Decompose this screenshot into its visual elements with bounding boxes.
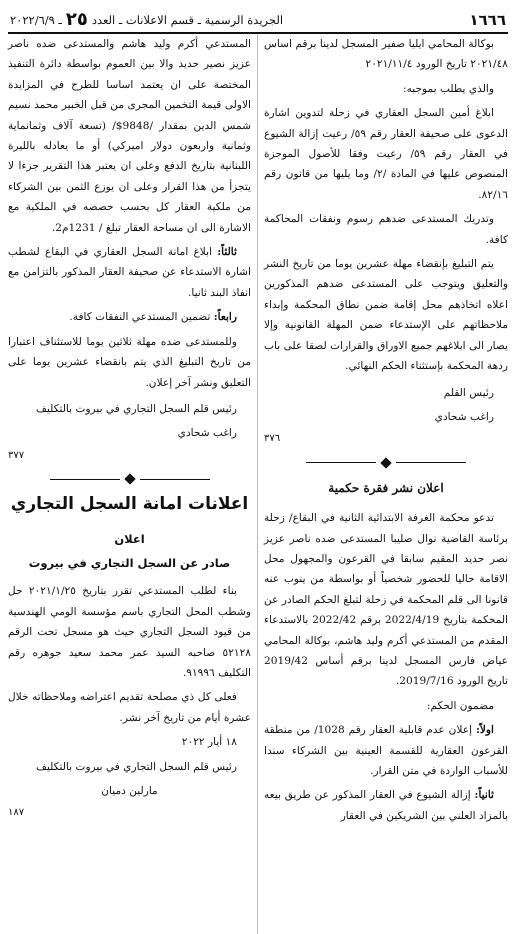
notice-title: اعلان <box>114 531 145 546</box>
issue-number: ٢٥ <box>65 9 88 30</box>
paragraph: بناء لطلب المستدعي تقرر بتاريخ ٢٠٢١/١/٢٥ حل وشطب المحل التجاري باسم مؤسسة الومي الهندسية من قيود السجل التجاري حيث هو مسجل تحت الرقم ٥٢١٢٨ صاحبه السيد عمر محمد سعيد جوهره رقم التكليف ٩١٩٩٦. <box>8 585 251 679</box>
reference-number: ٣٧٦ <box>264 433 281 445</box>
page-number: ١٦٦٦ <box>469 11 506 29</box>
paragraph <box>264 720 508 781</box>
paragraph: وللمستدعى ضده مهلة ثلاثين يوما للاستئناف اعتبارا من تاريخ التبليغ الذي يتم بانقضاء عشرين يوما على التعليق ونشر آخر إعلان. <box>8 335 251 389</box>
clause-label: رابعاً: <box>213 311 237 324</box>
clause-text: إزالة الشيوع في العقار المذكور عن طريق بيعه بالمزاد العلني بين الشريكين في العقار <box>264 789 508 822</box>
clause-text: ابلاغ امانة السجل العقاري في البقاع لشطب اشارة الاستدعاء عن صحيفة العقار المذكور بالتزامن مع انفاذ البند ثانيا. <box>8 246 251 299</box>
paragraph: فعلى كل ذي مصلحة تقديم اعتراضه وملاحظاته خلال عشرة أيام من تاريخ آخر نشر. <box>8 691 251 724</box>
paragraph: تدعو محكمة الغرفة الابتدائية الثانية في البقاع/ زحلة برئاسة القاضية نوال صليبا المستدعى ضده ناصر عزيز نصر حديد المقيم سابقا في القرعون والمجهول محل الاقامة حاليا للحضور شخصياً أو بواسطة من ينوب عنه قانونا الى قلم المحكمة في زحلة لتبلغ الحكم الصادر عن المحكمة بتاريخ 2022/4/19 برقم 2022/42 بالاستدعاء المقدم من المستدعي أكرم وليد هاشم، بوكالة المحامي عياض فارس المسجل لدينا برقم أساس 2019/42 تاريخ الورود 2019/7/16. <box>264 512 508 688</box>
reference-number: ٣٧٧ <box>8 449 25 461</box>
paragraph <box>8 242 251 303</box>
section-title: اعلانات امانة السجل التجاري <box>10 494 249 515</box>
section-divider <box>8 474 251 484</box>
clause-label: ثالثاً: <box>217 246 237 259</box>
header-text <box>10 11 283 29</box>
paragraph: ابلاغ أمين السجل العقاري في زحلة لتدوين اشارة الدعوى على صحيفة العقار رقم ٥٩/ رعيت إزالة الشيوع في العقار رقم ٥٩/ رعيت وفقا للأصول الموجزة المنصوص عليها في المادة /٢/ وما يليها من قانون رقم ٨٢/١٦. <box>264 107 508 201</box>
signature-name: راغب شحادي <box>177 427 237 440</box>
clause-label: ثانياً: <box>474 789 495 802</box>
paragraph: المستدعي أكرم وليد هاشم والمستدعى ضده ناصر عزيز نصير حديد والا بين العموم بواسطة دائرة التنفيذ المختصة على ان يعتمد اساسا للطرح في المزايدة الاولى قيمة التخمين المجرى من قبل الخبير محمد نسيم شمس الدين بمقدار /9848$/ (تسعة آلاف وثمانماية وثمانية واربعون دولار اميركي) أو ما يعادله بالليرة اللبنانية بتاريخ الدفع وعلى ان يعتبر هذا التقرير جزءا لا يتجزأ من هذا القرار وعلى ان يوزع الثمن بين الشركاء من ملكية العقار كل بحسب حصصه في الملكية مع الاشارة الى ان مساحة العقار تبلغ / 1231م2. <box>8 38 251 234</box>
clause-text: تضمين المستدعي النفقات كافة. <box>69 311 211 324</box>
columns <box>8 34 508 934</box>
paragraph: يتم التبليغ بإنقضاء مهلة عشرين يوما من تاريخ النشر والتعليق ويتوجب على المستدعى ضدهم المذكورين اعلاه اتخاذهم محل إقامة ضمن نطاق المحكمة وإبداء ملاحظاتهم على الإستدعاء ضمن المهلة القانونية وإلا يصار الى ابلاغهم جميع الاوراق والقرارات لصقا على باب ردهة المحكمة بإستثناء الحكم النهائي. <box>264 258 508 373</box>
paragraph: والذي يطلب بموجبه: <box>403 82 494 95</box>
signature-name: راغب شحادي <box>434 410 494 423</box>
page-header <box>8 8 508 34</box>
notice-title: اعلان نشر فقرة حكمية <box>328 480 444 495</box>
signature-name: مارلين دميان <box>101 785 158 797</box>
signature-title: رئيس القلم <box>443 386 494 399</box>
right-column <box>258 34 508 934</box>
publication-name: الجريدة الرسمية ـ قسم الاعلانات ـ العدد <box>91 13 284 27</box>
signature-title: رئيس قلم السجل التجاري في بيروت بالتكليف <box>35 760 237 773</box>
paragraph: وتدريك المستدعى ضدهم رسوم ونفقات المحاكمة كافة. <box>264 213 508 246</box>
notice-date: ١٨ أيار ٢٠٢٢ <box>181 736 237 749</box>
paragraph: مضمون الحكم: <box>426 699 494 712</box>
paragraph <box>264 785 508 826</box>
section-divider <box>264 458 508 468</box>
notice-subtitle: صادر عن السجل التجاري في بيروت <box>28 555 231 570</box>
reference-number: ١٨٧ <box>8 807 25 819</box>
left-column <box>8 34 258 934</box>
paragraph: بوكالة المحامي ايليا صفير المسجل لدينا برقم اساس ٢٠٢١/٤٨ تاريخ الورود ٢٠٢١/١١/٤ <box>264 38 508 71</box>
clause-label: اولاً: <box>475 724 494 737</box>
issue-date: ـ ٢٠٢٢/٦/٩ <box>10 13 62 27</box>
clause-text: إعلان عدم قابلية العقار رقم 1028/ من منطقة القرعون العقارية للقسمة العينية بين الشركاء سندا للأسباب الواردة في متن القرار. <box>264 724 508 777</box>
paragraph <box>8 307 251 327</box>
signature-title: رئيس قلم السجل التجاري في بيروت بالتكليف <box>35 402 237 415</box>
